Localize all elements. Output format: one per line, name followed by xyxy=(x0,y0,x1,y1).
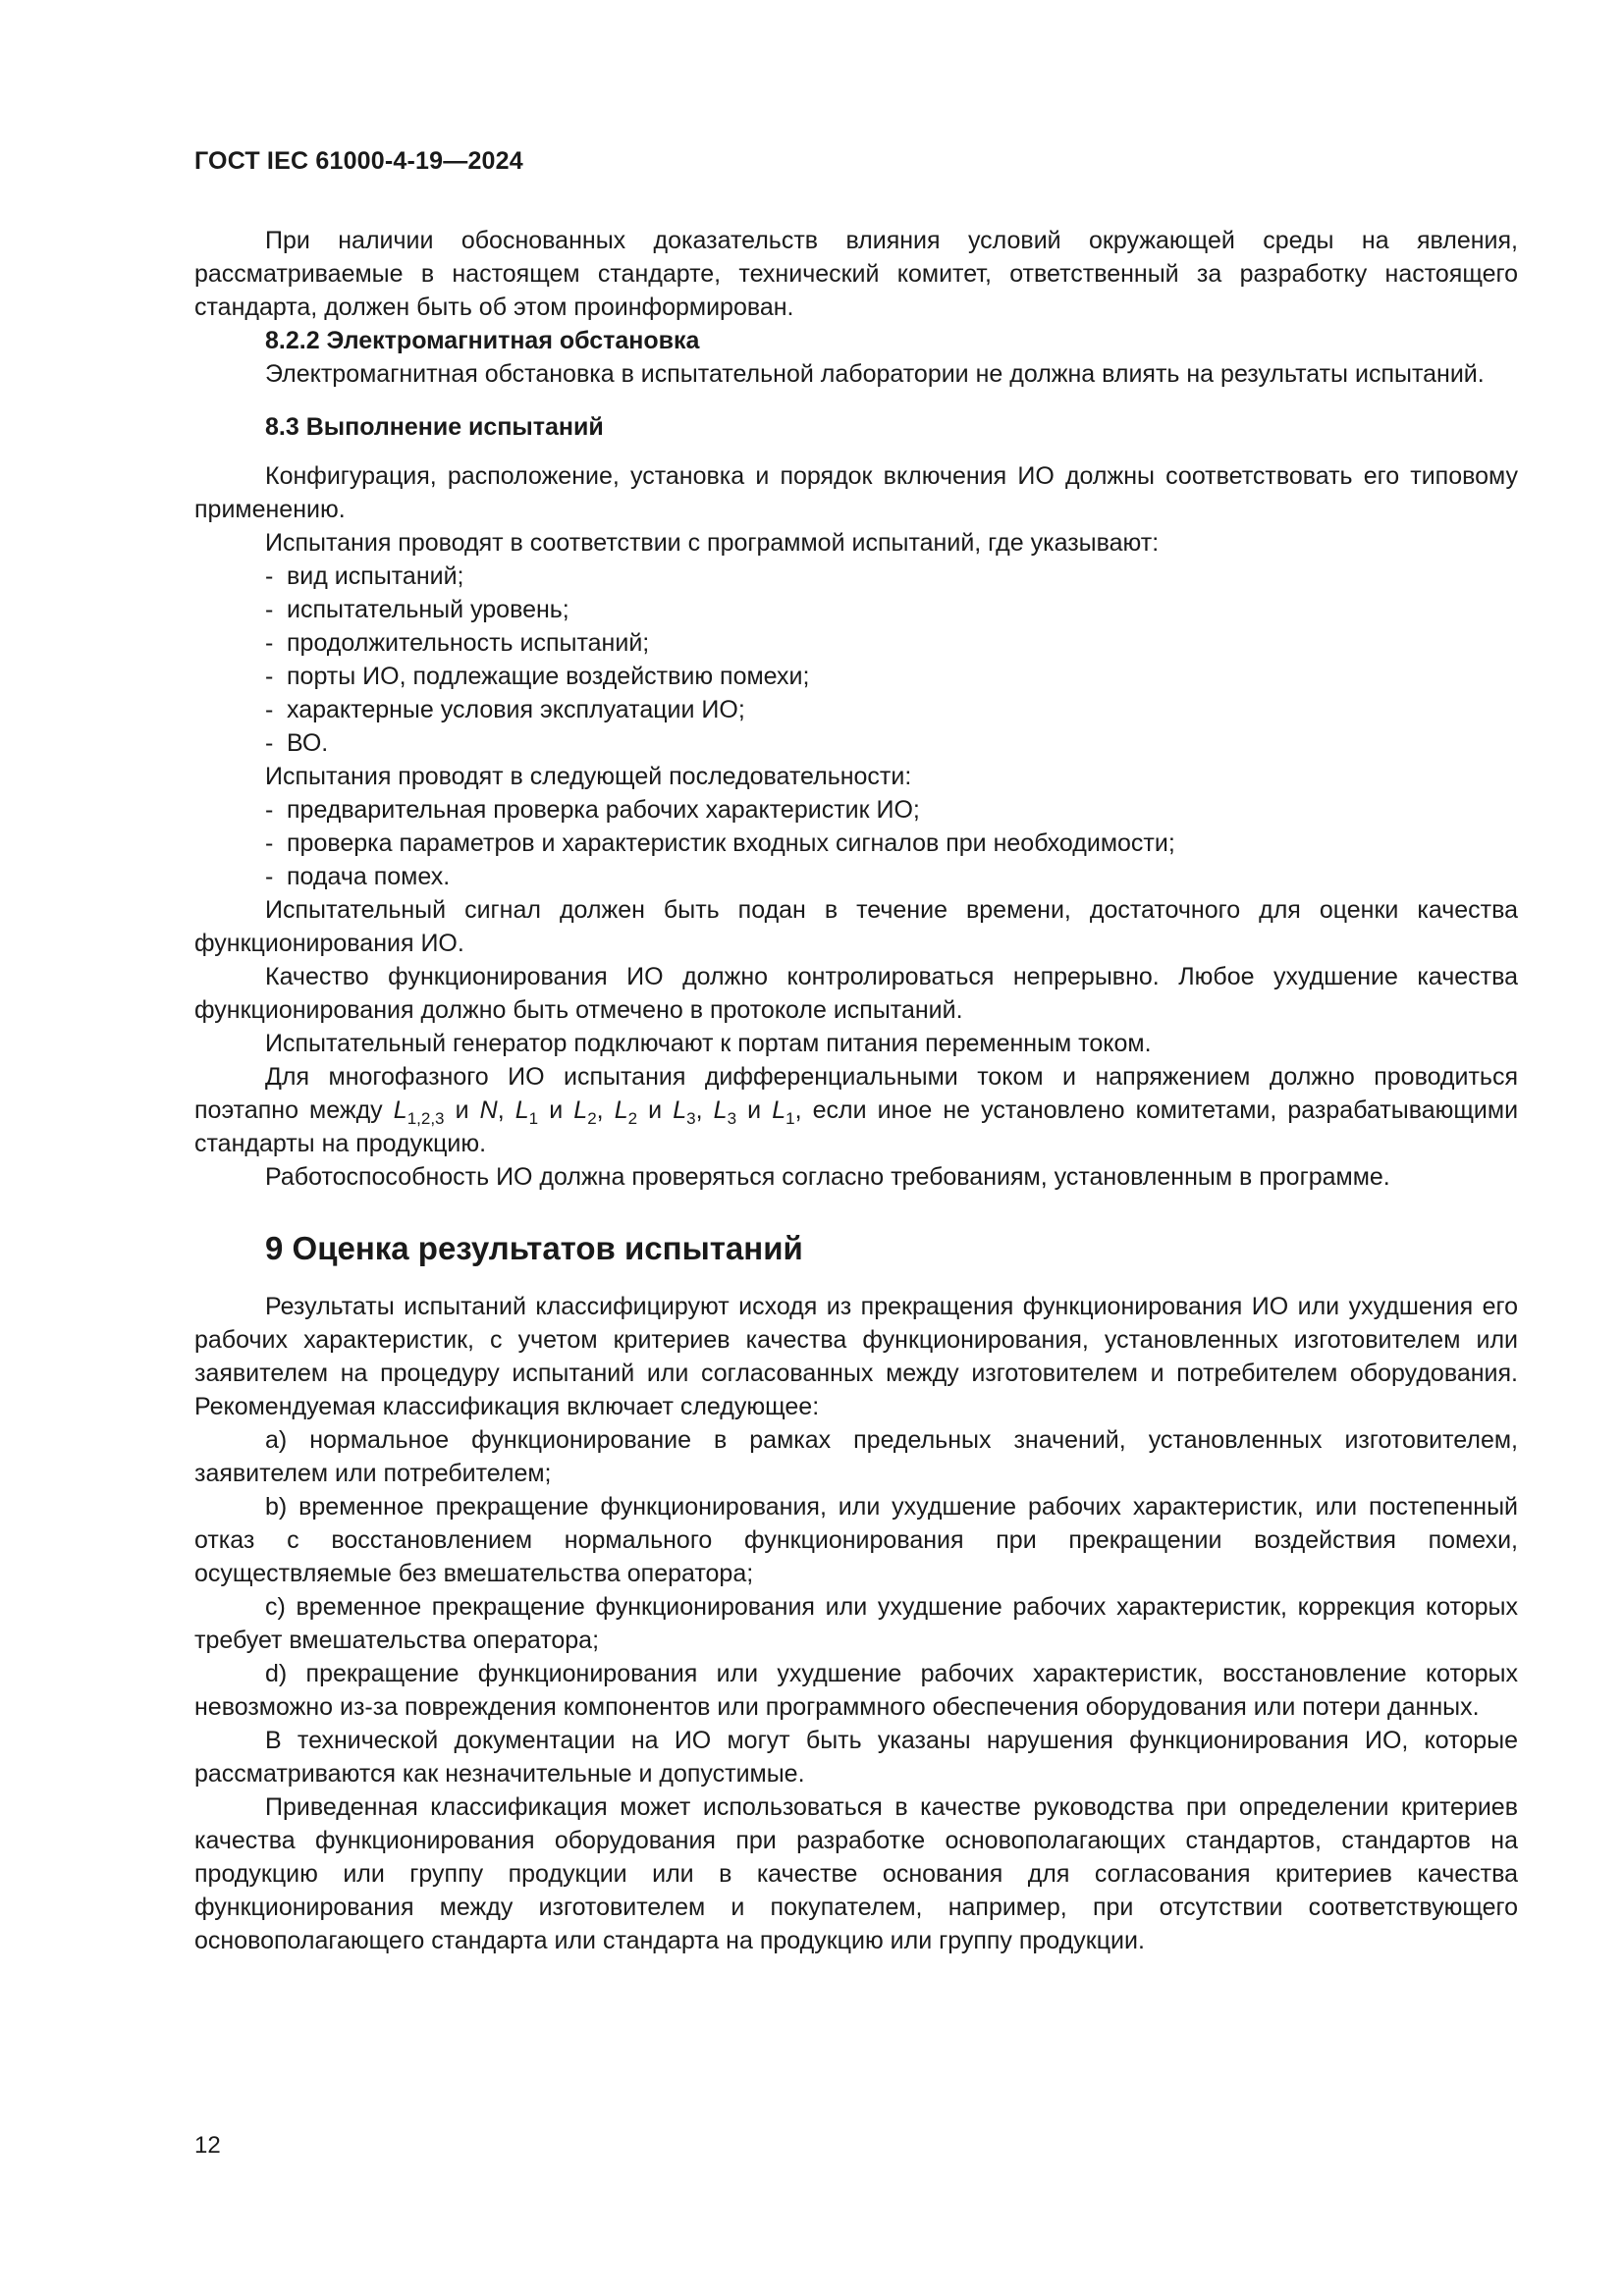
paragraph-polyphase: Для многофазного ИО испытания дифференциальными током и напряжением должно проводиться поэтапно между $L_{1,2,3}$ и N, $L_1$ и $L_2$, $L_2$ и $L_3$, $L_3$ и $L_1$, если иное не установлено комитетами, разрабатывающими стандарты на продукцию. xyxy=(194,1063,1519,1157)
paragraph-tech-documentation: В технической документации на ИО могут быть указаны нарушения функционирования ИО, которые рассматриваются как незначительные и допустимые. xyxy=(194,1727,1518,1788)
paragraph-env-evidence: При наличии обоснованных доказательств влияния условий окружающей среды на явления, рассматриваемые в настоящем стандарте, технический комитет, ответственный за разработку настоящего стандарта, должен быть об этом проинформирован. xyxy=(194,227,1518,321)
paragraph-em-environment: Электромагнитная обстановка в испытательной лаборатории не должна влиять на результаты испытаний. xyxy=(265,360,1485,388)
list-item: - испытательный уровень; xyxy=(265,596,569,623)
page-number: 12 xyxy=(194,2132,221,2159)
paragraph-criterion-b: b) временное прекращение функционирования, или ухудшение рабочих характеристик, или постепенный отказ с восстановлением нормального функционирования при прекращении воздействия помехи, осуществляемые без вмешательства оператора; xyxy=(194,1493,1518,1587)
paragraph-monitoring: Качество функционирования ИО должно контролироваться непрерывно. Любое ухудшение качества функционирования должно быть отмечено в протоколе испытаний. xyxy=(194,963,1518,1024)
paragraph-sequence-intro: Испытания проводят в следующей последовательности: xyxy=(265,763,912,790)
document-body xyxy=(194,224,1518,1957)
program-list xyxy=(194,560,1518,760)
list-item: - вид испытаний; xyxy=(265,562,464,590)
paragraph-operability: Работоспособность ИО должна проверяться согласно требованиям, установленным в программе. xyxy=(265,1163,1390,1191)
heading-section-9: 9 Оценка результатов испытаний xyxy=(265,1230,803,1266)
paragraph-signal-time: Испытательный сигнал должен быть подан в течение времени, достаточного для оценки качества функционирования ИО. xyxy=(194,896,1518,957)
paragraph-criterion-c: c) временное прекращение функционирования или ухудшение рабочих характеристик, коррекция которых требует вмешательства оператора; xyxy=(194,1593,1518,1654)
standard-code-header: ГОСТ IEC 61000-4-19—2024 xyxy=(194,147,523,175)
list-item: - характерные условия эксплуатации ИО; xyxy=(265,696,745,723)
paragraph-generator: Испытательный генератор подключают к портам питания переменным током. xyxy=(265,1030,1152,1057)
paragraph-configuration: Конфигурация, расположение, установка и порядок включения ИО должны соответствовать его типовому применению. xyxy=(194,462,1518,523)
list-item: - предварительная проверка рабочих характеристик ИО; xyxy=(265,796,920,824)
list-item: - ВО. xyxy=(265,729,329,757)
paragraph-program-intro: Испытания проводят в соответствии с программой испытаний, где указывают: xyxy=(265,529,1160,557)
paragraph-criterion-a: a) нормальное функционирование в рамках предельных значений, установленных изготовителем, заявителем или потребителем; xyxy=(194,1426,1518,1487)
paragraph-guidance: Приведенная классификация может использоваться в качестве руководства при определении критериев качества функционирования оборудования при разработке основополагающих стандартов, стандартов на продукцию или группу продукции или в качестве основания для согласования критериев качества функционирования между изготовителем и покупателем, например, при отсутствии соответствующего основополагающего стандарта или стандарта на продукцию или группу продукции. xyxy=(194,1793,1518,1954)
list-item: - продолжительность испытаний; xyxy=(265,629,650,657)
heading-8-3: 8.3 Выполнение испытаний xyxy=(265,413,604,441)
list-item: - подача помех. xyxy=(265,863,451,890)
paragraph-classification: Результаты испытаний классифицируют исходя из прекращения функционирования ИО или ухудшения его рабочих характеристик, с учетом критериев качества функционирования, установленных изготовителем или заявителем на процедуру испытаний или согласованных между изготовителем и потребителем оборудования. Рекомендуемая классификация включает следующее: xyxy=(194,1293,1518,1420)
heading-8-2-2: 8.2.2 Электромагнитная обстановка xyxy=(265,327,700,354)
sequence-list xyxy=(194,793,1518,893)
paragraph-criterion-d: d) прекращение функционирования или ухудшение рабочих характеристик, восстановление которых невозможно из-за повреждения компонентов или программного обеспечения оборудования или потери данных. xyxy=(194,1660,1518,1721)
list-item: - проверка параметров и характеристик входных сигналов при необходимости; xyxy=(265,829,1175,857)
list-item: - порты ИО, подлежащие воздействию помехи; xyxy=(265,663,810,690)
